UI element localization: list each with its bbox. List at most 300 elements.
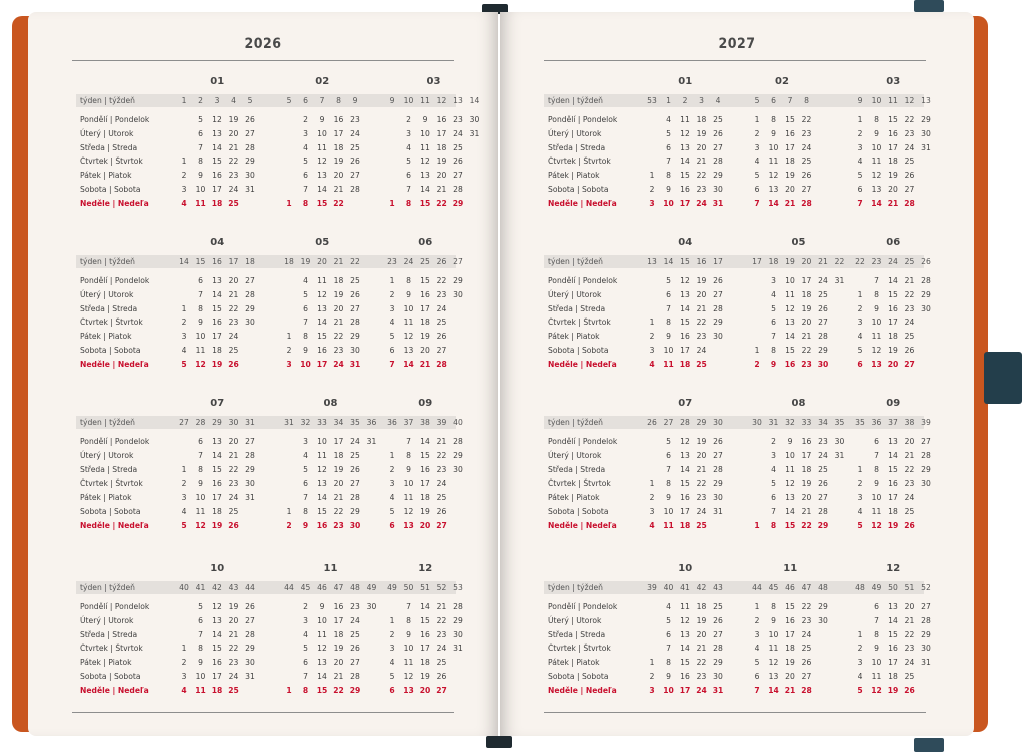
elastic-band-bottom: [914, 738, 944, 752]
week-number: 3: [214, 96, 220, 105]
day-cell: 11: [768, 644, 779, 653]
week-number: 52: [436, 583, 447, 592]
day-cell: 1: [649, 658, 655, 667]
day-cell: 14: [768, 686, 779, 695]
day-cell: 2: [857, 304, 863, 313]
day-cell: 6: [303, 479, 308, 488]
day-cell: 1: [649, 479, 655, 488]
week-number: 18: [245, 257, 255, 266]
day-cell: 5: [303, 157, 308, 166]
day-cell: 1: [857, 465, 863, 474]
day-cell: 17: [888, 493, 898, 502]
day-cell: 25: [350, 276, 360, 285]
day-cell: 24: [453, 129, 463, 138]
day-cell: 2: [771, 437, 776, 446]
day-cell: 6: [771, 318, 776, 327]
day-cell: 30: [245, 318, 255, 327]
day-cell: 5: [857, 521, 863, 530]
day-cell: 4: [389, 318, 395, 327]
week-number: 39: [647, 583, 657, 592]
day-cell: 2: [303, 602, 308, 611]
day-cell: 3: [181, 672, 187, 681]
day-cell: 13: [212, 276, 222, 285]
day-cell: 30: [366, 602, 377, 611]
day-cell: 1: [857, 115, 863, 124]
day-cell: 26: [245, 115, 255, 124]
day-cell: 16: [785, 616, 795, 625]
day-cell: 11: [317, 276, 327, 285]
week-number: 46: [317, 583, 327, 592]
day-cell: 4: [649, 360, 655, 369]
day-cell: 25: [818, 290, 828, 299]
day-cell: 20: [904, 437, 915, 446]
day-cell: 3: [754, 630, 760, 639]
day-label: Pondělí | Pondelok: [548, 602, 618, 611]
day-label: Úterý | Utorok: [80, 451, 134, 460]
day-cell: 9: [406, 465, 411, 474]
week-number: 15: [680, 257, 690, 266]
day-cell: 24: [904, 658, 915, 667]
day-cell: 11: [317, 143, 327, 152]
day-cell: 19: [696, 616, 707, 625]
month-title: 07: [678, 398, 693, 409]
day-cell: 7: [303, 672, 308, 681]
day-cell: 8: [406, 616, 411, 625]
day-label: Čtvrtek | Štvrtok: [548, 644, 611, 653]
day-cell: 28: [453, 437, 463, 446]
day-cell: 4: [649, 521, 655, 530]
day-cell: 2: [754, 360, 760, 369]
day-cell: 24: [350, 616, 360, 625]
week-number: 18: [284, 257, 294, 266]
day-cell: 10: [300, 360, 311, 369]
day-cell: 15: [420, 276, 430, 285]
day-cell: 27: [436, 521, 447, 530]
day-label: Pondělí | Pondelok: [80, 437, 150, 446]
day-cell: 18: [212, 346, 222, 355]
day-cell: 20: [333, 171, 344, 180]
day-cell: 20: [887, 360, 899, 369]
day-label: Středa | Streda: [80, 143, 138, 152]
month-title: 09: [418, 398, 433, 409]
day-cell: 30: [713, 185, 723, 194]
day-cell: 7: [198, 143, 203, 152]
day-cell: 27: [818, 318, 828, 327]
day-cell: 31: [921, 658, 931, 667]
day-cell: 27: [245, 276, 255, 285]
week-number: 22: [834, 257, 845, 266]
day-label: Pondělí | Pondelok: [548, 437, 618, 446]
day-cell: 12: [785, 479, 795, 488]
day-cell: 11: [403, 493, 414, 502]
week-number: 50: [888, 583, 898, 592]
day-cell: 20: [696, 290, 707, 299]
day-cell: 12: [871, 521, 882, 530]
day-cell: 29: [453, 276, 463, 285]
bottom-divider: [72, 712, 454, 713]
day-cell: 22: [696, 171, 707, 180]
day-cell: 29: [453, 451, 463, 460]
day-cell: 15: [212, 304, 222, 313]
day-cell: 21: [333, 493, 344, 502]
day-cell: 24: [350, 129, 360, 138]
day-cell: 26: [228, 521, 239, 530]
day-cell: 26: [350, 644, 360, 653]
day-cell: 17: [680, 346, 690, 355]
day-cell: 31: [834, 451, 845, 460]
day-cell: 15: [419, 199, 431, 208]
day-label: Neděle | Nedeľa: [80, 360, 149, 369]
day-cell: 2: [389, 290, 395, 299]
day-cell: 16: [888, 644, 898, 653]
day-cell: 29: [818, 346, 828, 355]
day-label: Neděle | Nedeľa: [548, 199, 617, 208]
day-cell: 16: [212, 318, 222, 327]
week-number: 19: [300, 257, 311, 266]
day-cell: 25: [350, 451, 360, 460]
day-label: Čtvrtek | Štvrtok: [548, 157, 611, 166]
day-cell: 10: [768, 143, 779, 152]
day-cell: 30: [469, 115, 480, 124]
week-number: 17: [713, 257, 723, 266]
day-cell: 27: [713, 143, 723, 152]
day-label: Čtvrtek | Štvrtok: [548, 479, 611, 488]
week-label: týden | týždeň: [80, 418, 135, 427]
day-cell: 23: [228, 171, 239, 180]
day-cell: 9: [319, 115, 325, 124]
day-cell: 23: [696, 493, 707, 502]
day-cell: 10: [195, 493, 206, 502]
day-cell: 23: [436, 465, 447, 474]
quarter-block: [76, 74, 480, 224]
week-number: 42: [212, 583, 222, 592]
day-cell: 10: [403, 644, 414, 653]
day-cell: 15: [680, 171, 690, 180]
week-number: 38: [904, 418, 915, 427]
day-cell: 13: [768, 672, 779, 681]
week-number: 22: [855, 257, 865, 266]
day-label: Úterý | Utorok: [80, 129, 134, 138]
day-label: Sobota | Sobota: [548, 507, 609, 516]
day-cell: 17: [420, 479, 430, 488]
day-cell: 13: [317, 479, 327, 488]
day-cell: 24: [696, 199, 707, 208]
day-cell: 10: [317, 616, 327, 625]
week-number: 21: [818, 257, 828, 266]
day-cell: 4: [771, 290, 776, 299]
day-cell: 4: [666, 115, 671, 124]
week-number: 41: [680, 583, 690, 592]
day-label: Neděle | Nedeľa: [80, 686, 149, 695]
day-cell: 2: [754, 129, 760, 138]
day-cell: 5: [754, 171, 760, 180]
day-cell: 11: [195, 507, 206, 516]
day-cell: 30: [713, 493, 723, 502]
day-cell: 12: [317, 465, 327, 474]
day-cell: 12: [403, 672, 414, 681]
day-cell: 5: [303, 290, 308, 299]
day-cell: 7: [303, 318, 308, 327]
week-number: 33: [801, 418, 812, 427]
day-cell: 25: [904, 507, 915, 516]
day-cell: 23: [904, 479, 915, 488]
day-cell: 17: [888, 143, 898, 152]
day-cell: 6: [198, 129, 203, 138]
week-number: 12: [436, 96, 447, 105]
day-cell: 11: [317, 451, 327, 460]
day-cell: 6: [666, 143, 671, 152]
month-title: 12: [418, 563, 433, 574]
day-label: Pátek | Piatok: [80, 493, 132, 502]
day-cell: 11: [663, 360, 674, 369]
week-number: 8: [336, 96, 341, 105]
day-cell: 23: [904, 304, 915, 313]
day-cell: 16: [801, 437, 812, 446]
day-cell: 4: [181, 346, 187, 355]
day-cell: 26: [904, 686, 915, 695]
day-cell: 29: [713, 171, 723, 180]
day-cell: 16: [212, 171, 222, 180]
day-cell: 19: [333, 290, 344, 299]
day-cell: 4: [303, 143, 308, 152]
day-cell: 25: [904, 332, 915, 341]
day-cell: 3: [649, 346, 655, 355]
day-cell: 17: [316, 360, 328, 369]
day-cell: 26: [436, 332, 447, 341]
week-number: 14: [469, 96, 480, 105]
day-cell: 1: [286, 507, 292, 516]
day-label: Pátek | Piatok: [548, 171, 600, 180]
day-cell: 21: [228, 630, 239, 639]
day-cell: 8: [198, 644, 203, 653]
day-cell: 26: [350, 465, 360, 474]
week-number: 34: [333, 418, 344, 427]
week-number: 48: [350, 583, 360, 592]
day-cell: 15: [317, 507, 327, 516]
month-title: 10: [210, 563, 225, 574]
day-cell: 23: [228, 658, 239, 667]
month-title: 03: [886, 76, 901, 87]
day-cell: 6: [406, 171, 411, 180]
day-cell: 26: [228, 360, 239, 369]
day-cell: 31: [245, 185, 255, 194]
day-cell: 15: [785, 346, 795, 355]
day-cell: 6: [771, 493, 776, 502]
week-number: 17: [752, 257, 762, 266]
day-cell: 11: [768, 157, 779, 166]
day-cell: 19: [436, 157, 447, 166]
day-cell: 24: [228, 493, 239, 502]
day-cell: 7: [198, 290, 203, 299]
day-cell: 17: [785, 143, 795, 152]
day-cell: 10: [663, 686, 674, 695]
day-label: Středa | Streda: [80, 304, 138, 313]
day-cell: 21: [436, 437, 447, 446]
day-cell: 16: [680, 672, 690, 681]
day-cell: 25: [436, 658, 447, 667]
day-cell: 29: [350, 332, 360, 341]
day-cell: 13: [212, 129, 222, 138]
day-cell: 27: [904, 360, 915, 369]
day-cell: 7: [303, 185, 308, 194]
day-cell: 23: [818, 437, 828, 446]
day-cell: 29: [349, 686, 361, 695]
week-number: 4: [231, 96, 236, 105]
day-label: Úterý | Utorok: [80, 616, 134, 625]
year-title: 2026: [244, 36, 282, 52]
month-title: 11: [323, 563, 338, 574]
day-cell: 18: [679, 360, 691, 369]
day-cell: 15: [212, 157, 222, 166]
week-number: 10: [403, 96, 414, 105]
week-label: týden | týždeň: [80, 583, 135, 592]
day-cell: 9: [666, 185, 671, 194]
day-cell: 8: [666, 658, 671, 667]
day-cell: 21: [887, 199, 899, 208]
week-number: 44: [752, 583, 762, 592]
day-cell: 18: [888, 507, 898, 516]
day-cell: 13: [317, 658, 327, 667]
day-cell: 23: [228, 318, 239, 327]
day-cell: 6: [389, 346, 395, 355]
day-cell: 21: [333, 318, 344, 327]
day-cell: 9: [319, 602, 325, 611]
day-cell: 28: [245, 630, 255, 639]
day-cell: 28: [713, 304, 723, 313]
day-cell: 17: [212, 332, 222, 341]
day-cell: 14: [420, 185, 430, 194]
day-cell: 30: [453, 630, 463, 639]
day-cell: 21: [904, 276, 915, 285]
day-cell: 23: [333, 346, 344, 355]
day-cell: 18: [696, 115, 707, 124]
day-cell: 1: [286, 332, 292, 341]
week-number: 19: [785, 257, 795, 266]
day-cell: 14: [680, 157, 690, 166]
week-number: 29: [212, 418, 222, 427]
day-cell: 27: [713, 630, 723, 639]
day-cell: 17: [679, 686, 691, 695]
day-cell: 13: [888, 437, 898, 446]
day-cell: 8: [666, 479, 671, 488]
day-label: Sobota | Sobota: [80, 672, 141, 681]
year-title: 2027: [718, 36, 756, 52]
day-cell: 14: [317, 672, 327, 681]
week-number: 14: [179, 257, 189, 266]
day-cell: 12: [871, 171, 882, 180]
week-number: 32: [300, 418, 311, 427]
week-number: 18: [768, 257, 779, 266]
week-number: 9: [389, 96, 395, 105]
day-cell: 9: [198, 318, 203, 327]
day-cell: 2: [649, 185, 655, 194]
week-number: 15: [195, 257, 206, 266]
day-cell: 2: [181, 318, 187, 327]
day-cell: 7: [666, 304, 671, 313]
day-cell: 31: [921, 143, 931, 152]
week-number: 6: [771, 96, 776, 105]
week-number: 14: [663, 257, 674, 266]
day-cell: 19: [420, 507, 430, 516]
day-cell: 22: [801, 521, 812, 530]
day-cell: 8: [303, 507, 308, 516]
week-number: 7: [787, 96, 793, 105]
day-cell: 30: [453, 290, 463, 299]
day-cell: 10: [420, 129, 430, 138]
day-cell: 14: [768, 199, 779, 208]
day-cell: 7: [666, 157, 671, 166]
day-label: Středa | Streda: [80, 630, 138, 639]
week-number: 28: [680, 418, 690, 427]
day-cell: 23: [904, 129, 915, 138]
day-cell: 2: [181, 479, 187, 488]
day-cell: 15: [212, 465, 222, 474]
month-title: 06: [886, 237, 901, 248]
day-cell: 3: [857, 143, 863, 152]
day-cell: 2: [649, 332, 655, 341]
week-number: 49: [366, 583, 377, 592]
day-cell: 25: [453, 143, 463, 152]
day-cell: 3: [406, 129, 411, 138]
day-cell: 15: [785, 115, 795, 124]
day-cell: 19: [696, 276, 707, 285]
day-cell: 5: [406, 157, 411, 166]
day-cell: 18: [436, 143, 447, 152]
day-cell: 12: [768, 171, 779, 180]
day-cell: 14: [680, 465, 690, 474]
day-cell: 19: [696, 129, 707, 138]
day-cell: 14: [888, 451, 898, 460]
day-cell: 22: [696, 479, 707, 488]
week-number: 25: [420, 257, 430, 266]
week-number: 26: [921, 257, 931, 266]
day-cell: 9: [406, 290, 411, 299]
day-cell: 18: [211, 199, 223, 208]
day-cell: 6: [389, 521, 395, 530]
day-cell: 28: [713, 644, 723, 653]
day-cell: 8: [874, 465, 879, 474]
day-cell: 28: [818, 332, 828, 341]
day-label: Úterý | Utorok: [80, 290, 134, 299]
day-cell: 29: [713, 658, 723, 667]
day-cell: 2: [649, 493, 655, 502]
day-cell: 1: [286, 686, 292, 695]
day-cell: 14: [212, 143, 222, 152]
day-cell: 2: [857, 129, 863, 138]
week-number: 48: [855, 583, 865, 592]
day-cell: 13: [317, 304, 327, 313]
day-cell: 15: [680, 658, 690, 667]
day-cell: 28: [921, 616, 931, 625]
day-cell: 13: [888, 602, 898, 611]
day-cell: 18: [420, 658, 430, 667]
day-cell: 12: [403, 332, 414, 341]
day-cell: 13: [785, 493, 795, 502]
day-cell: 9: [198, 171, 203, 180]
day-label: Sobota | Sobota: [80, 346, 141, 355]
week-number: 21: [333, 257, 344, 266]
day-cell: 7: [406, 437, 411, 446]
day-cell: 14: [888, 616, 898, 625]
day-label: Pátek | Piatok: [80, 171, 132, 180]
day-cell: 30: [818, 616, 828, 625]
day-cell: 13: [768, 185, 779, 194]
day-cell: 12: [785, 304, 795, 313]
day-cell: 2: [181, 658, 187, 667]
day-cell: 29: [921, 290, 931, 299]
week-number: 27: [453, 257, 463, 266]
day-cell: 30: [817, 360, 829, 369]
